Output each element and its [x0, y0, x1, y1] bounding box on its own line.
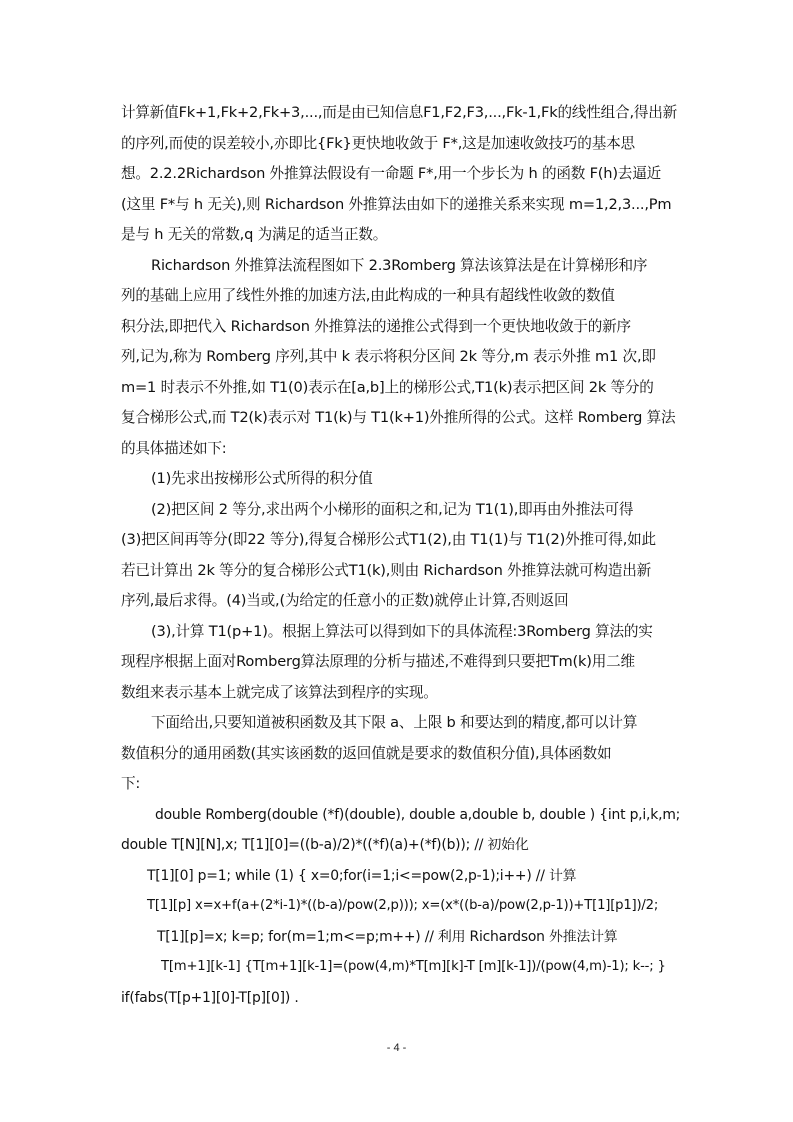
text-line: (这里 F*与 h 无关),则 Richardson 外推算法由如下的递推关系来实现 m=1,2,3...,Pm: [121, 195, 672, 213]
text-line: 积分法,即把代入 Richardson 外推算法的递推公式得到一个更快地收敛于的新序: [121, 317, 631, 335]
code-line: if(fabs(T[p+1][0]-T[p][0]) .: [121, 989, 299, 1006]
text-line: 现程序根据上面对Romberg算法原理的分析与描述,不难得到只要把Tm(k)用二维: [121, 653, 635, 670]
text-line: 列的基础上应用了线性外推的加速方法,由此构成的一种具有超线性收敛的数值: [121, 287, 615, 304]
text-line: 若已计算出 2k 等分的复合梯形公式T1(k),则由 Richardson 外推算法就可构造出新: [121, 561, 652, 579]
text-line: 数组来表示基本上就完成了该算法到程序的实现。: [121, 683, 438, 701]
text-line: Richardson 外推算法流程图如下 2.3Romberg 算法该算法是在计算梯形和序: [151, 256, 648, 274]
code-line: T[1][0] p=1; while (1) { x=0;for(i=1;i<=pow(2,p-1);i++) // 计算: [147, 867, 577, 884]
text-line: 序列,最后求得。(4)当或,(为给定的任意小的正数)就停止计算,否则返回: [121, 592, 569, 609]
text-line: 的序列,而使的误差较小,亦即比{Fk}更快地收敛于 F*,这是加速收敛技巧的基本思: [121, 134, 635, 152]
code-line: T[1][p]=x; k=p; for(m=1;m<=p;m++) // 利用 Richardson 外推法计算: [157, 928, 618, 945]
text-line: 复合梯形公式,而 T2(k)表示对 T1(k)与 T1(k+1)外推所得的公式。这样 Romberg 算法: [121, 409, 676, 426]
text-line: 数值积分的通用函数(其实该函数的返回值就是要求的数值积分值),具体函数如: [121, 744, 612, 762]
text-line: 的具体描述如下:: [121, 439, 227, 457]
text-line: (1)先求出按梯形公式所得的积分值: [151, 470, 373, 487]
text-line: (3),计算 T1(p+1)。根据上算法可以得到如下的具体流程:3Romberg 算法的实: [151, 622, 653, 640]
text-line: 想。2.2.2Richardson 外推算法假设有一命题 F*,用一个步长为 h 的函数 F(h)去逼近: [121, 165, 661, 182]
code-line: double Romberg(double (*f)(double), double a,double b, double ) {int p,i,k,m;: [155, 806, 681, 823]
code-line: T[m+1][k-1] {T[m+1][k-1]=(pow(4,m)*T[m][k]-T [m][k-1])/(pow(4,m)-1); k--; }: [161, 959, 666, 974]
text-line: 下:: [121, 775, 141, 792]
code-line: T[1][p] x=x+f(a+(2*i-1)*((b-a)/pow(2,p))); x=(x*((b-a)/pow(2,p-1))+T[1][p1])/2;: [147, 898, 659, 913]
text-line: 列,记为,称为 Romberg 序列,其中 k 表示将积分区间 2k 等分,m 表示外推 m1 次,即: [121, 348, 656, 365]
text-line: (2)把区间 2 等分,求出两个小梯形的面积之和,记为 T1(1),即再由外推法可得: [151, 500, 634, 518]
page-number: - 4 -: [386, 1042, 407, 1054]
code-line: double T[N][N],x; T[1][0]=((b-a)/2)*((*f)(a)+(*f)(b)); // 初始化: [121, 837, 529, 853]
text-line: 是与 h 无关的常数,q 为满足的适当正数。: [121, 226, 388, 243]
text-line: (3)把区间再等分(即22 等分),得复合梯形公式T1(2),由 T1(1)与 T1(2)外推可得,如此: [121, 531, 656, 548]
text-line: m=1 时表示不外推,如 T1(0)表示在[a,b]上的梯形公式,T1(k)表示把区间 2k 等分的: [121, 378, 654, 396]
body-text: [121, 98, 679, 1013]
text-line: 计算新值Fk+1,Fk+2,Fk+3,...,而是由已知信息F1,F2,F3,...,Fk-1,Fk的线性组合,得出新: [121, 104, 678, 121]
text-line: 下面给出,只要知道被积函数及其下限 a、上限 b 和要达到的精度,都可以计算: [151, 714, 638, 731]
